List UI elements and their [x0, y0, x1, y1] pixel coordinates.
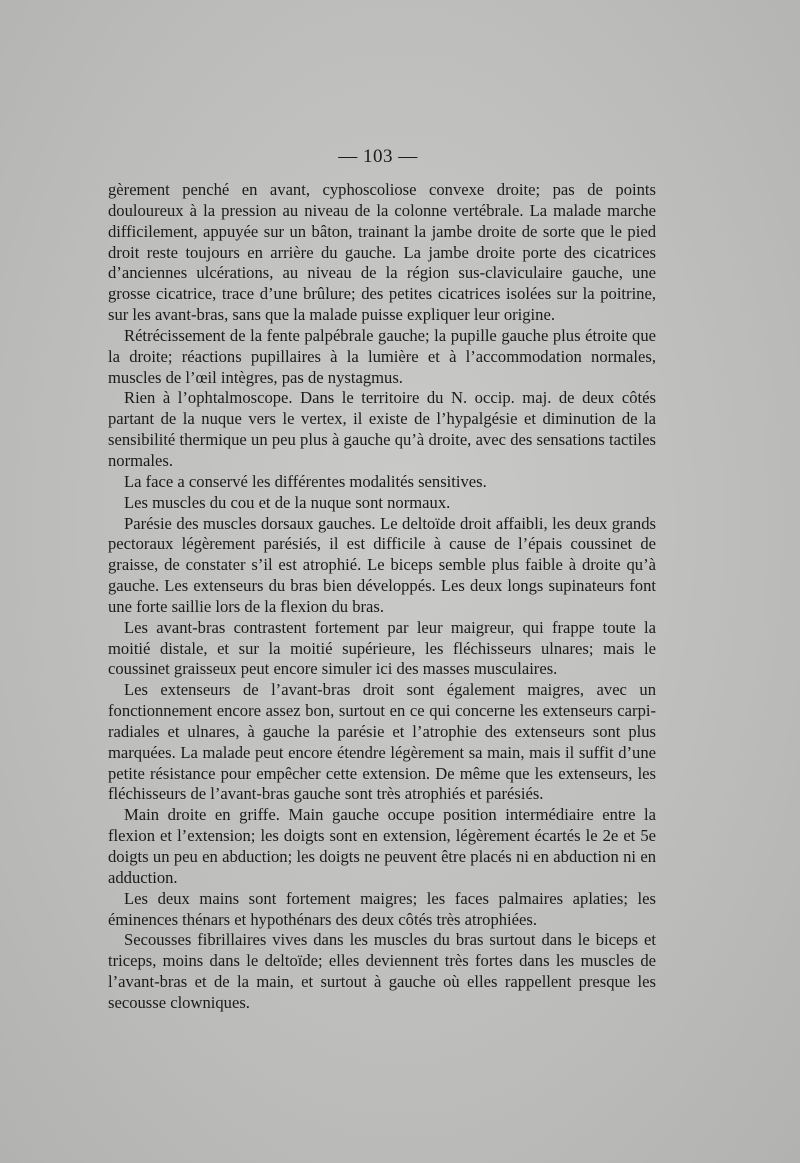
paragraph-5: Les muscles du cou et de la nuque sont normaux. [124, 492, 451, 512]
paragraph-1: gèrement penché en avant, cyphoscoliose convexe droite; pas de points douloureux à la pression au niveau de la colonne vertébrale. La malade marche difficilement, appuyée sur un bâton, trainant la jambe droite de sorte que le pied droit reste toujours en arrière du gauche. La jambe droite porte des cicatrices d’anciennes ulcérations, au niveau de la région sus-claviculaire gauche, une grosse cicatrice, trace d’une brûlure; des petites cicatrices isolées sur la poitrine, sur les avant-bras, sans que la malade puisse expliquer leur origine. [108, 180, 656, 325]
paragraph-10: Les deux mains sont fortement maigres; les faces palmaires aplaties; les éminences thénars et hypothénars des deux côtés très atrophiées. [108, 888, 656, 929]
paragraph-4: La face a conservé les différentes modalités sensitives. [124, 471, 487, 491]
paragraph-6: Parésie des muscles dorsaux gauches. Le deltoïde droit affaibli, les deux grands pectoraux légèrement parésiés, il est difficile à cause de l’épais coussinet de graisse, de constater s’il est atrophié. Le biceps semble plus faible à droite qu’à gauche. Les extenseurs du bras bien développés. Les deux longs supinateurs font une forte saillie lors de la flexion du bras. [108, 513, 656, 616]
paragraph-9: Main droite en griffe. Main gauche occupe position intermédiaire entre la flexion et l’extension; les doigts sont en extension, légèrement écartés le 2e et 5e doigts un peu en abduction; les doigts ne peuvent être placés ni en abduction ni en adduction. [108, 805, 656, 887]
paragraph-2: Rétrécissement de la fente palpébrale gauche; la pupille gauche plus étroite que la droite; réactions pupillaires à la lumière et à l’accommodation normales, muscles de l’œil intègres, pas de nystagmus. [108, 325, 656, 387]
paragraph-8: Les extenseurs de l’avant-bras droit sont également maigres, avec un fonctionnement encore assez bon, surtout en ce qui concerne les extenseurs carpi-radiales et ulnares, à gauche la parésie et l’atrophie des extenseurs sont plus marquées. La malade peut encore étendre légèrement sa main, mais il suffit d’une petite résistance pour empêcher cette extension. De même que les extenseurs, les fléchisseurs de l’avant-bras gauche sont très atrophiés et parésiés. [108, 680, 656, 804]
paragraph-3: Rien à l’ophtalmoscope. Dans le territoire du N. occip. maj. de deux côtés partant de la nuque vers le vertex, il existe de l’hypalgésie et diminution de la sensibilité thermique un peu plus à gauche qu’à droite, avec des sensations tactiles normales. [108, 388, 656, 470]
paragraph-11: Secousses fibrillaires vives dans les muscles du bras surtout dans le biceps et triceps, moins dans le deltoïde; elles deviennent très fortes dans les muscles de l’avant-bras et de la main, et surtout à gauche où elles rappellent presque les secousse clowniques. [108, 930, 656, 1012]
page-number: — 103 — [338, 146, 418, 167]
paragraph-7: Les avant-bras contrastent fortement par leur maigreur, qui frappe toute la moitié distale, et sur la moitié supérieure, les fléchisseurs ulnares; mais le coussinet graisseux peut encore simuler ici des masses musculaires. [108, 617, 656, 679]
body-text [108, 180, 656, 1014]
